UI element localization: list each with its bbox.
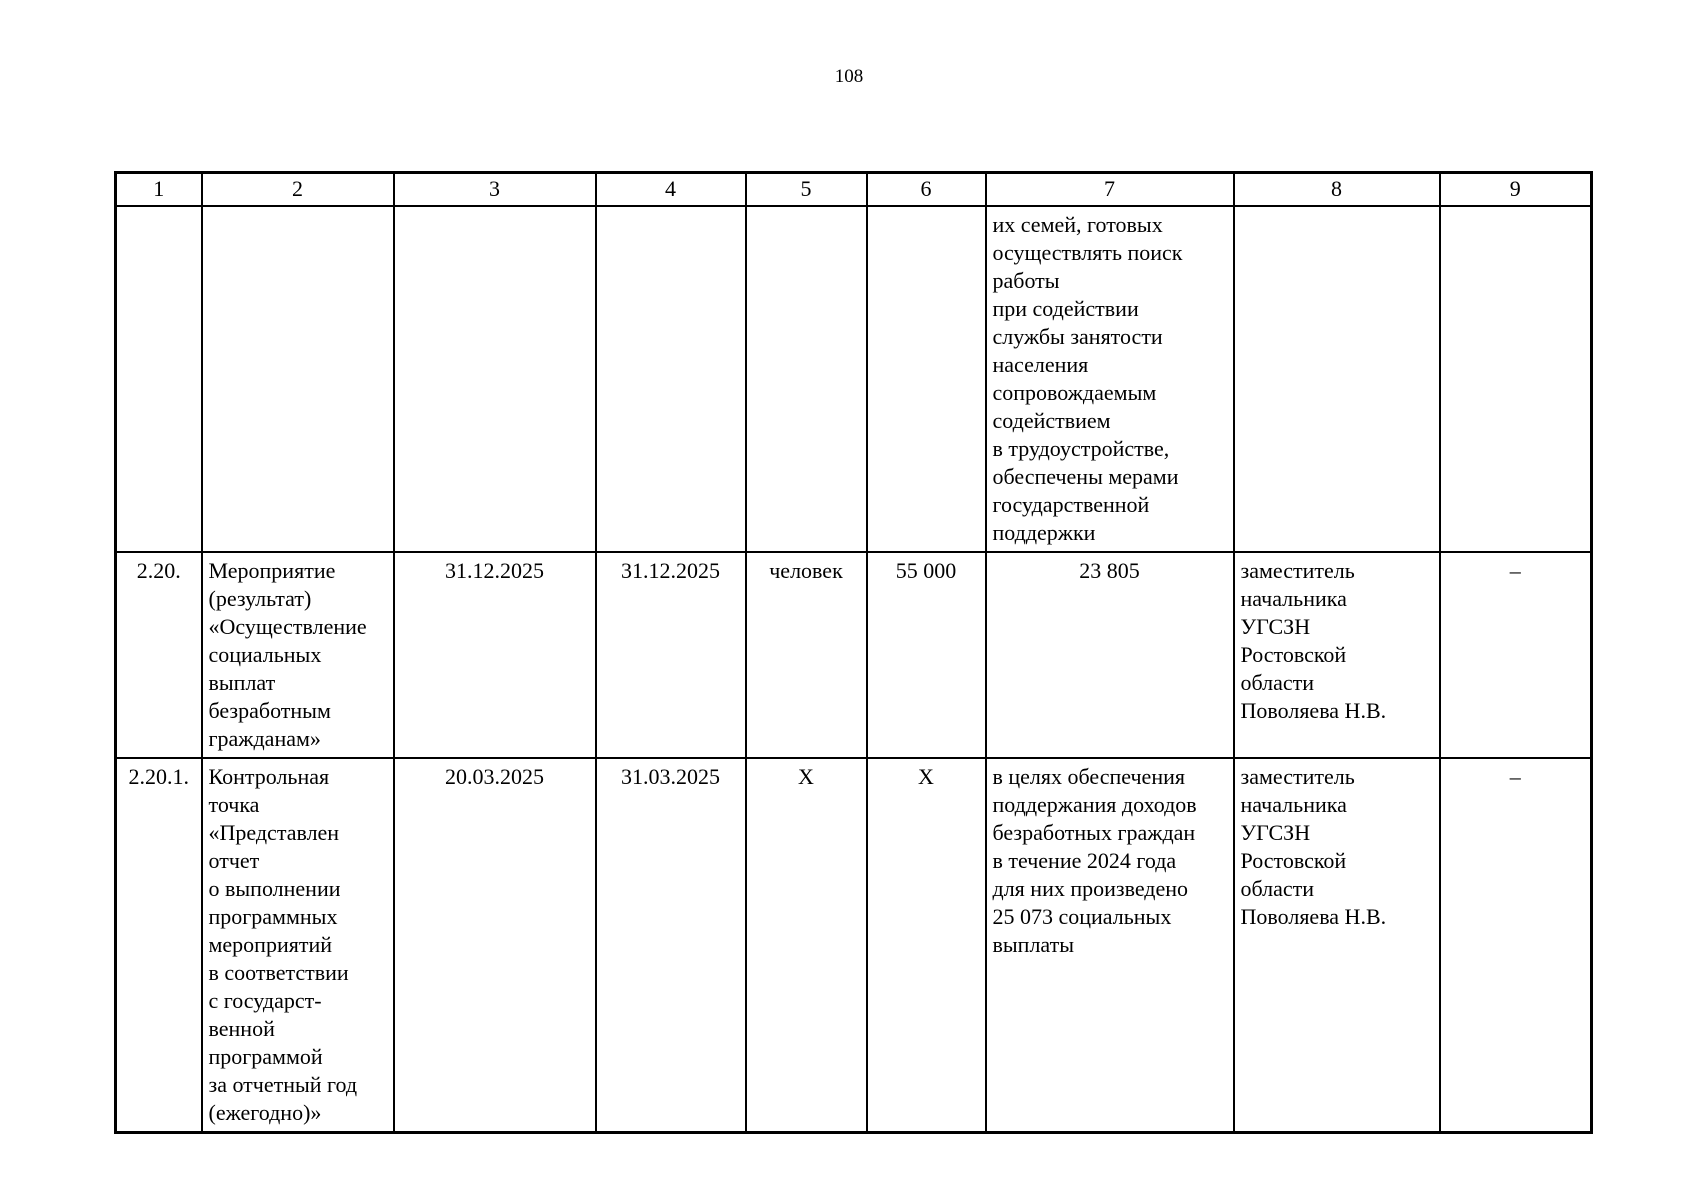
responsible: заместитель начальника УГСЗН Ростовской области Поволяева Н.В. — [1234, 758, 1440, 1133]
header-cell-1: 1 — [116, 173, 202, 207]
unit — [746, 206, 867, 552]
header-cell-3: 3 — [394, 173, 596, 207]
activity-name — [202, 206, 394, 552]
fact-value: их семей, готовых осуществлять поиск работы при содействии службы занятости населения сопровождаемым содействием в трудоустройстве, обеспечены мерами государственной поддержки — [986, 206, 1234, 552]
plan-value — [867, 206, 986, 552]
end-date: 31.03.2025 — [596, 758, 746, 1133]
end-date: 31.12.2025 — [596, 552, 746, 758]
row-number: 2.20. — [116, 552, 202, 758]
row-number — [116, 206, 202, 552]
header-cell-7: 7 — [986, 173, 1234, 207]
start-date: 31.12.2025 — [394, 552, 596, 758]
header-cell-8: 8 — [1234, 173, 1440, 207]
report-table — [114, 171, 1593, 1134]
fact-value: 23 805 — [986, 552, 1234, 758]
table-row — [116, 758, 1592, 1133]
header-cell-4: 4 — [596, 173, 746, 207]
note — [1440, 206, 1592, 552]
header-cell-9: 9 — [1440, 173, 1592, 207]
table-row — [116, 552, 1592, 758]
end-date — [596, 206, 746, 552]
unit: человек — [746, 552, 867, 758]
start-date: 20.03.2025 — [394, 758, 596, 1133]
note: – — [1440, 552, 1592, 758]
plan-value: Х — [867, 758, 986, 1133]
responsible: заместитель начальника УГСЗН Ростовской области Поволяева Н.В. — [1234, 552, 1440, 758]
row-number: 2.20.1. — [116, 758, 202, 1133]
responsible — [1234, 206, 1440, 552]
header-cell-6: 6 — [867, 173, 986, 207]
page-number: 108 — [834, 66, 864, 87]
header-cell-5: 5 — [746, 173, 867, 207]
note: – — [1440, 758, 1592, 1133]
plan-value: 55 000 — [867, 552, 986, 758]
start-date — [394, 206, 596, 552]
header-row — [116, 173, 1592, 207]
table-row — [116, 206, 1592, 552]
fact-value: в целях обеспечения поддержания доходов безработных граждан в течение 2024 года для них произведено 25 073 социальных выплаты — [986, 758, 1234, 1133]
activity-name: Контрольная точка «Представлен отчет о выполнении программных мероприятий в соответствии с государст- венной программой за отчетный год (ежегодно)» — [202, 758, 394, 1133]
unit: Х — [746, 758, 867, 1133]
header-cell-2: 2 — [202, 173, 394, 207]
activity-name: Мероприятие (результат) «Осуществление социальных выплат безработным гражданам» — [202, 552, 394, 758]
